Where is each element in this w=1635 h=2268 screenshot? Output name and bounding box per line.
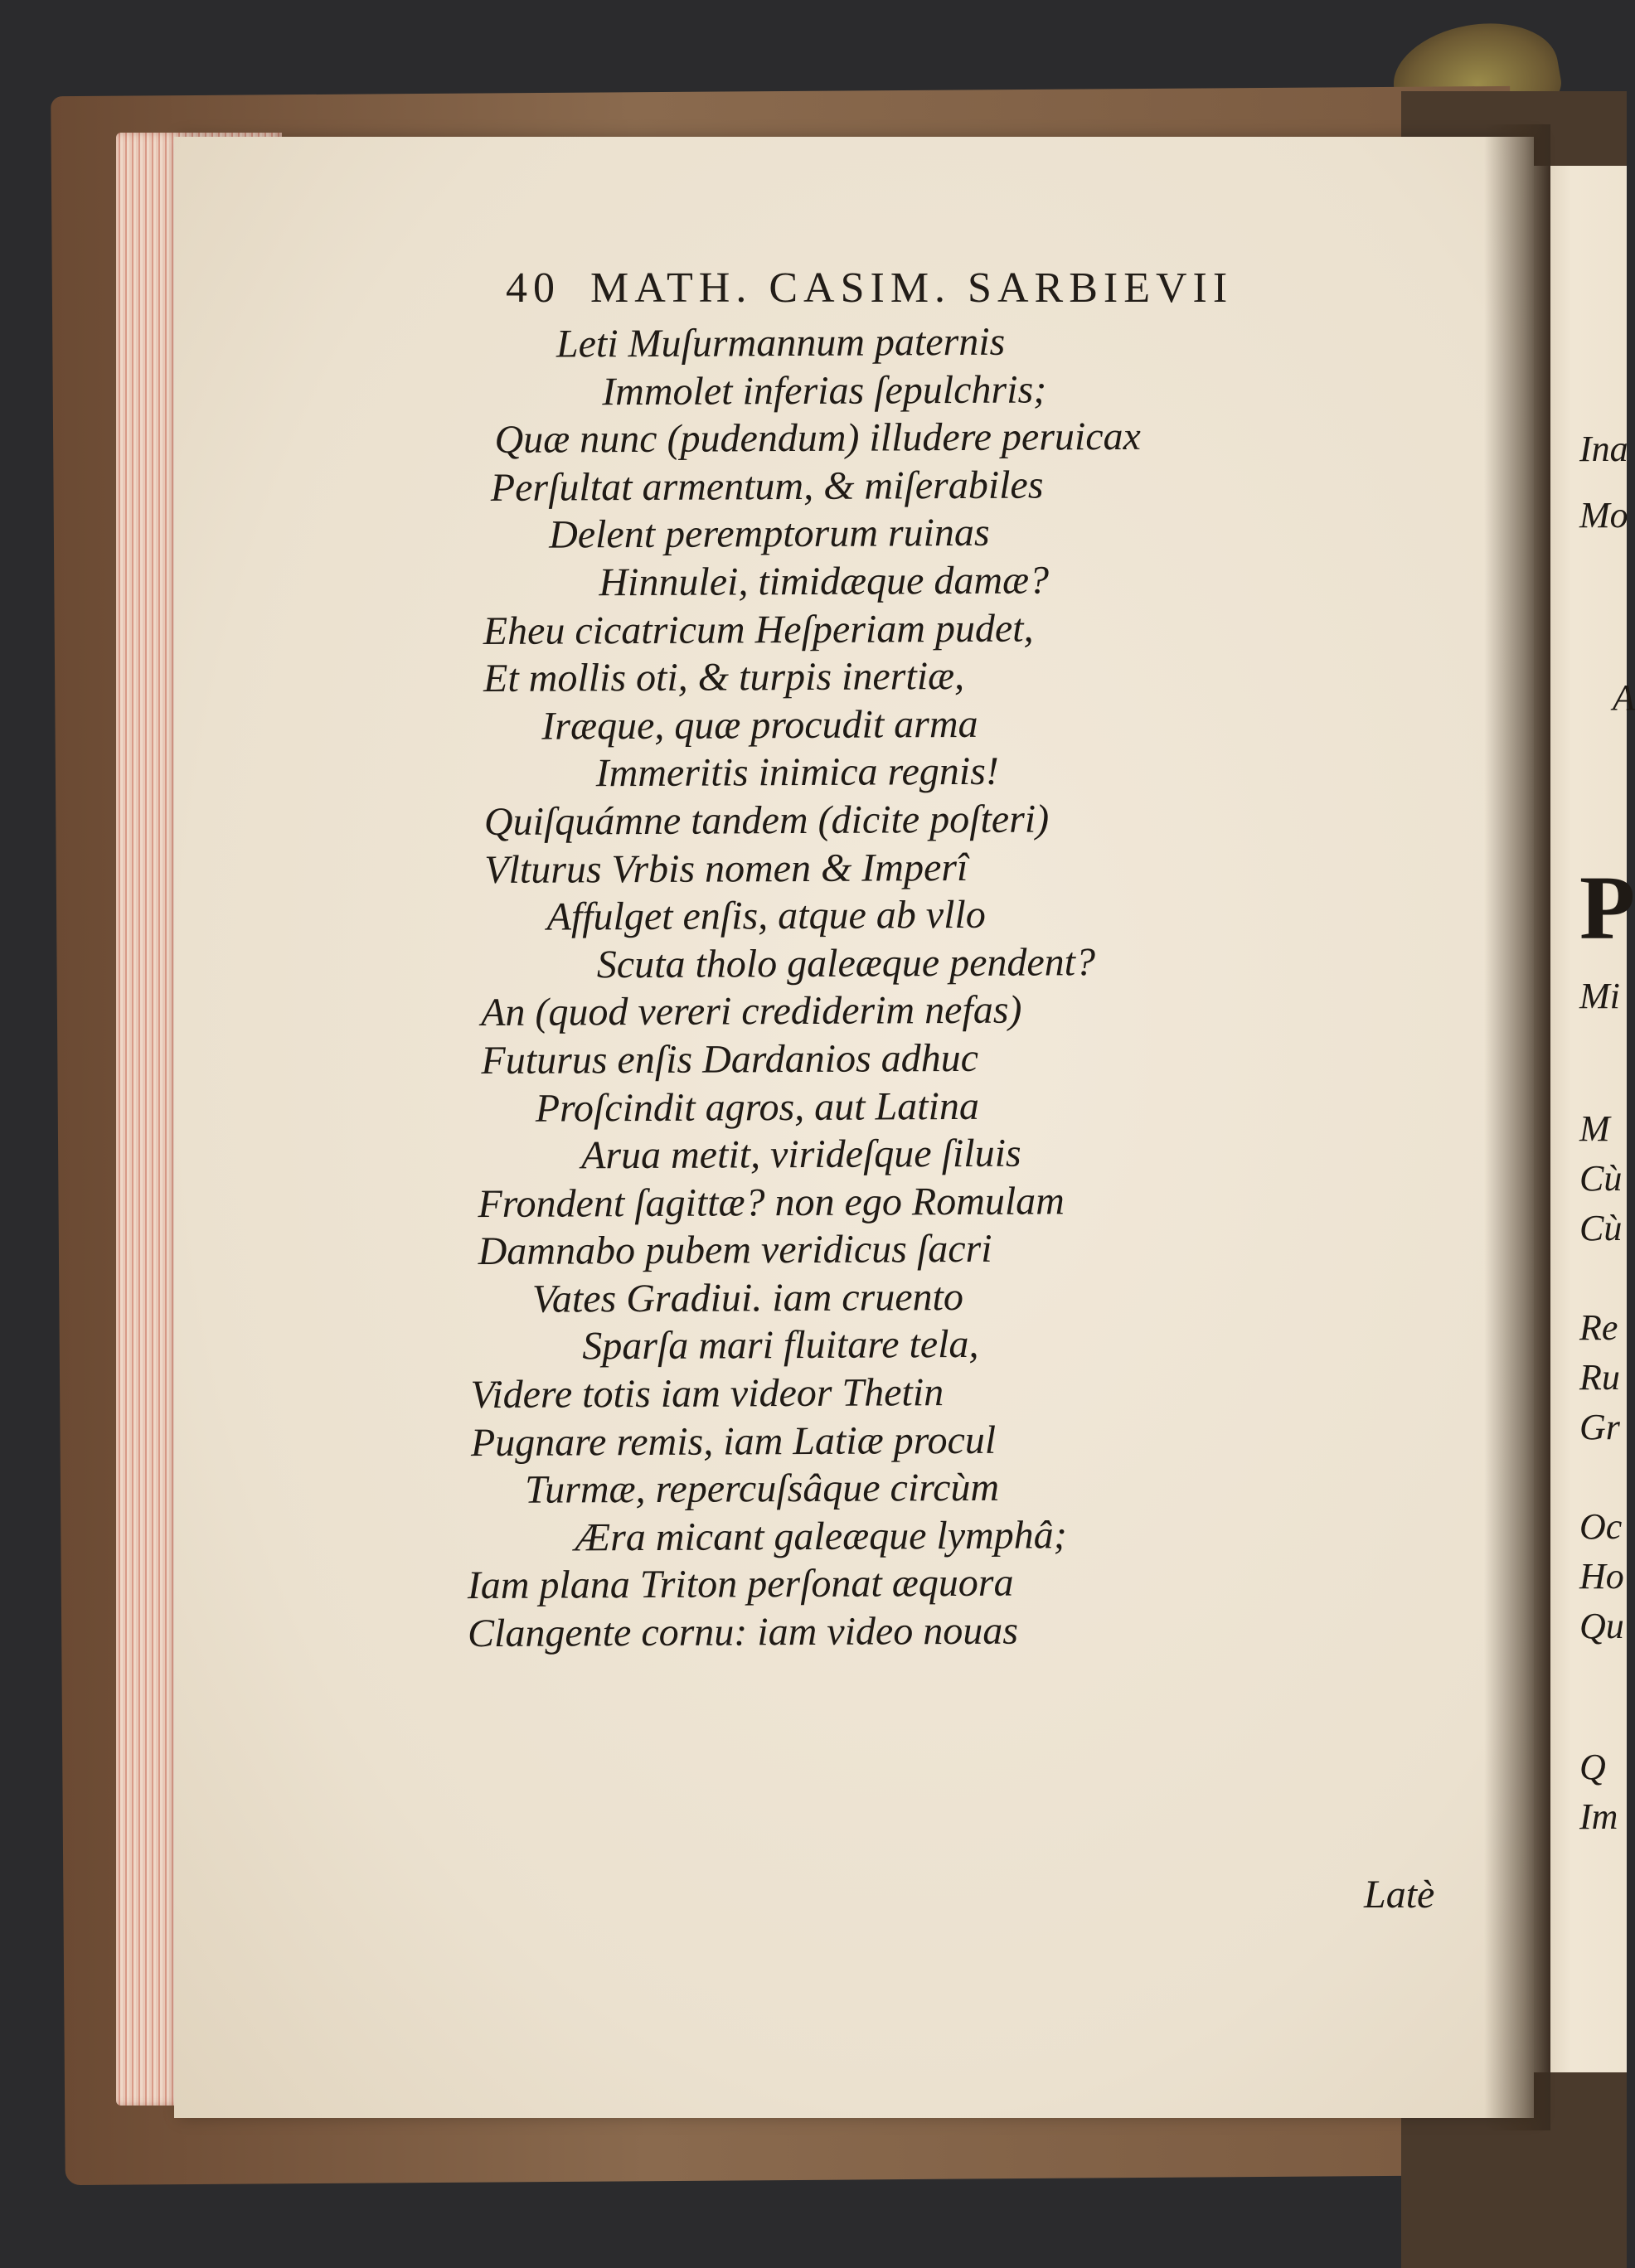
poem-line: Vates Gradiui. iam cruento [531,1274,964,1321]
poem-line: Sparſa mari fluitare tela, [582,1322,979,1369]
running-head [506,264,1233,313]
right-page-fragment: M [1579,1108,1610,1149]
right-page-fragment: Ru [1579,1357,1620,1398]
poem-line: Videre totis iam videor Thetin [470,1370,944,1418]
poem-line: Affulget enſis, atque ab vllo [546,892,986,939]
poem-text [461,317,1147,1658]
right-page-fragment: Gr [1579,1407,1620,1447]
right-page-fragment: Im [1579,1796,1618,1837]
right-page-fragment: P [1579,857,1635,958]
poem-line: Iræque, quæ procudit arma [541,701,978,749]
poem-line: Immolet inferias ſepulchris; [602,367,1047,414]
poem-line: An (quod vereri crediderim nefas) [481,987,1022,1035]
right-page-fragment: Qu [1579,1606,1624,1646]
page-number: 40 [506,264,560,312]
poem-line: Delent peremptorum ruinas [548,511,990,557]
poem-line: Arua metit, virideſque ſiluis [580,1131,1021,1178]
poem-line: Vlturus Vrbis nomen & Imperî [484,845,968,892]
poem-line: Eheu cicatricum Heſperiam pudet, [483,606,1034,653]
poem-line: Proſcindit agros, aut Latina [535,1083,980,1131]
poem-line: Clangente cornu: iam video nouas [467,1608,1019,1656]
catchword: Latè [1364,1873,1435,1917]
right-page-fragment: Mi [1579,976,1620,1016]
poem-line: Frondent ſagittæ? non ego Romulam [478,1179,1065,1226]
right-page-fragment: Oc [1579,1506,1623,1547]
right-page-fragment: Ho [1579,1556,1624,1597]
poem-line: Damnabo pubem veridicus ſacri [478,1227,992,1274]
right-page-fragment: Q [1579,1747,1606,1787]
right-page-fragment: Cù [1579,1158,1623,1199]
right-page-fragment: Cù [1579,1208,1623,1248]
right-page-fragment: Re [1579,1307,1618,1348]
right-page-fragment: Mo [1579,495,1628,536]
poem-line: Perſultat armentum, & miſerabiles [490,463,1044,510]
poem-line: Quæ nunc (pudendum) illudere peruicax [494,414,1142,463]
poem-line: Quiſquámne tandem (dicite poſteri) [483,797,1050,844]
poem-line: Æra micant galeæque lymphâ; [575,1513,1067,1560]
gutter-shadow [1484,124,1550,2130]
right-page-fragment: Ina [1579,429,1628,469]
poem-line: Iam plana Triton perſonat æquora [467,1561,1014,1608]
poem-line: Turmæ, repercuſsâque circùm [525,1466,1000,1513]
poem-line: Pugnare remis, iam Latiæ procul [470,1418,997,1465]
poem-line: Immeritis inimica regnis! [595,749,999,796]
poem-line: Scuta tholo galeæque pendent? [596,939,1096,987]
poem-line: Hinnulei, timidæque damæ? [599,558,1050,605]
running-title: MATH. CASIM. SARBIEVII [590,264,1234,312]
poem-line: Leti Muſurmannum paternis [556,319,1006,366]
poem-line: Futurus enſis Dardanios adhuc [481,1035,979,1083]
poem-line: Et mollis oti, & turpis inertiæ, [483,654,965,701]
right-page-fragment: A [1613,677,1635,718]
